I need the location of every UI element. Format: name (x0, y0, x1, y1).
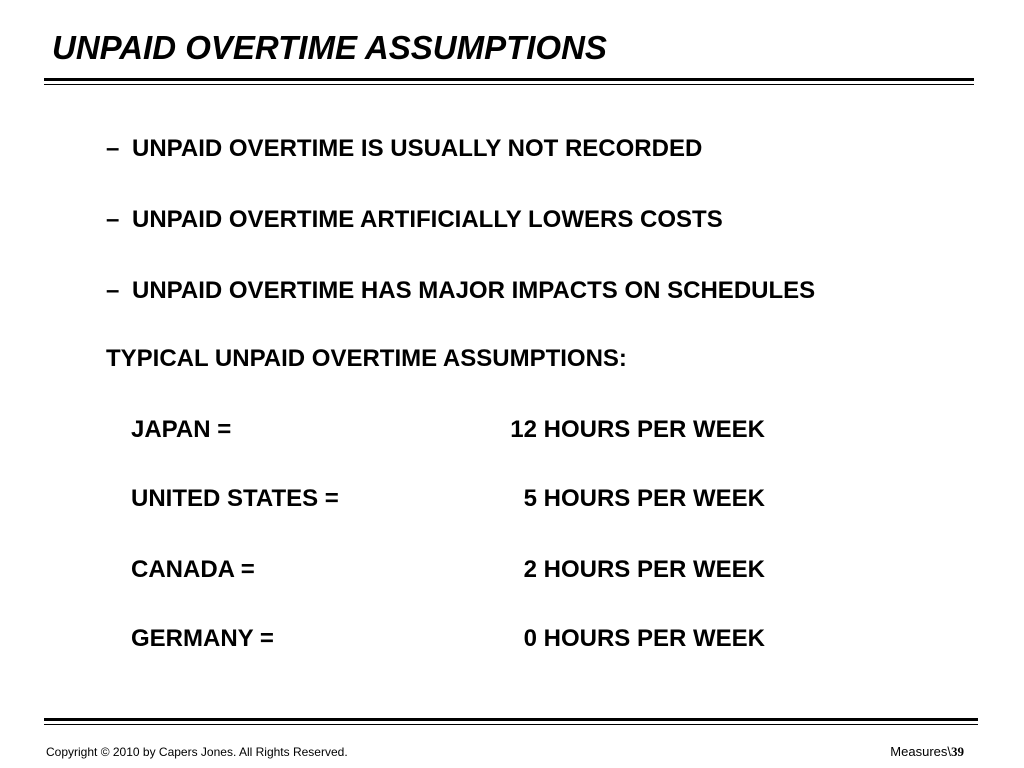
assumption-value: 5 HOURS PER WEEK (523, 485, 765, 512)
assumption-row (131, 625, 771, 657)
assumption-value: 2 HOURS PER WEEK (523, 556, 765, 583)
footer-divider-thick (44, 718, 978, 721)
section-label: Measures\ (890, 744, 951, 759)
assumptions-heading: TYPICAL UNPAID OVERTIME ASSUMPTIONS: (106, 345, 627, 372)
assumption-country: UNITED STATES = (131, 485, 339, 512)
bullet-dash: – (106, 206, 120, 233)
bullet-dash: – (106, 277, 120, 304)
copyright-notice: Copyright © 2010 by Capers Jones. All Rights Reserved. (46, 745, 348, 759)
assumption-value: 0 HOURS PER WEEK (523, 625, 765, 652)
bullet-dash: – (106, 135, 120, 162)
assumption-value: 12 HOURS PER WEEK (510, 416, 765, 443)
assumption-row (131, 416, 771, 448)
page-number: 39 (951, 744, 964, 759)
assumption-country: JAPAN = (131, 416, 232, 443)
title-divider-thin (44, 84, 974, 85)
footer-divider-thin (44, 724, 978, 725)
bullet-item (106, 277, 815, 305)
bullet-text: UNPAID OVERTIME ARTIFICIALLY LOWERS COSTS (132, 206, 723, 233)
bullet-item (106, 206, 723, 234)
assumption-country: GERMANY = (131, 625, 274, 652)
slide-locator (890, 744, 964, 760)
title-divider-thick (44, 78, 974, 81)
bullet-text: UNPAID OVERTIME HAS MAJOR IMPACTS ON SCHEDULES (132, 277, 816, 304)
bullet-item (106, 135, 702, 163)
assumption-row (131, 556, 771, 588)
bullet-text: UNPAID OVERTIME IS USUALLY NOT RECORDED (132, 135, 703, 162)
assumption-country: CANADA = (131, 556, 255, 583)
assumption-row (131, 485, 771, 517)
slide-title: UNPAID OVERTIME ASSUMPTIONS (52, 29, 607, 66)
